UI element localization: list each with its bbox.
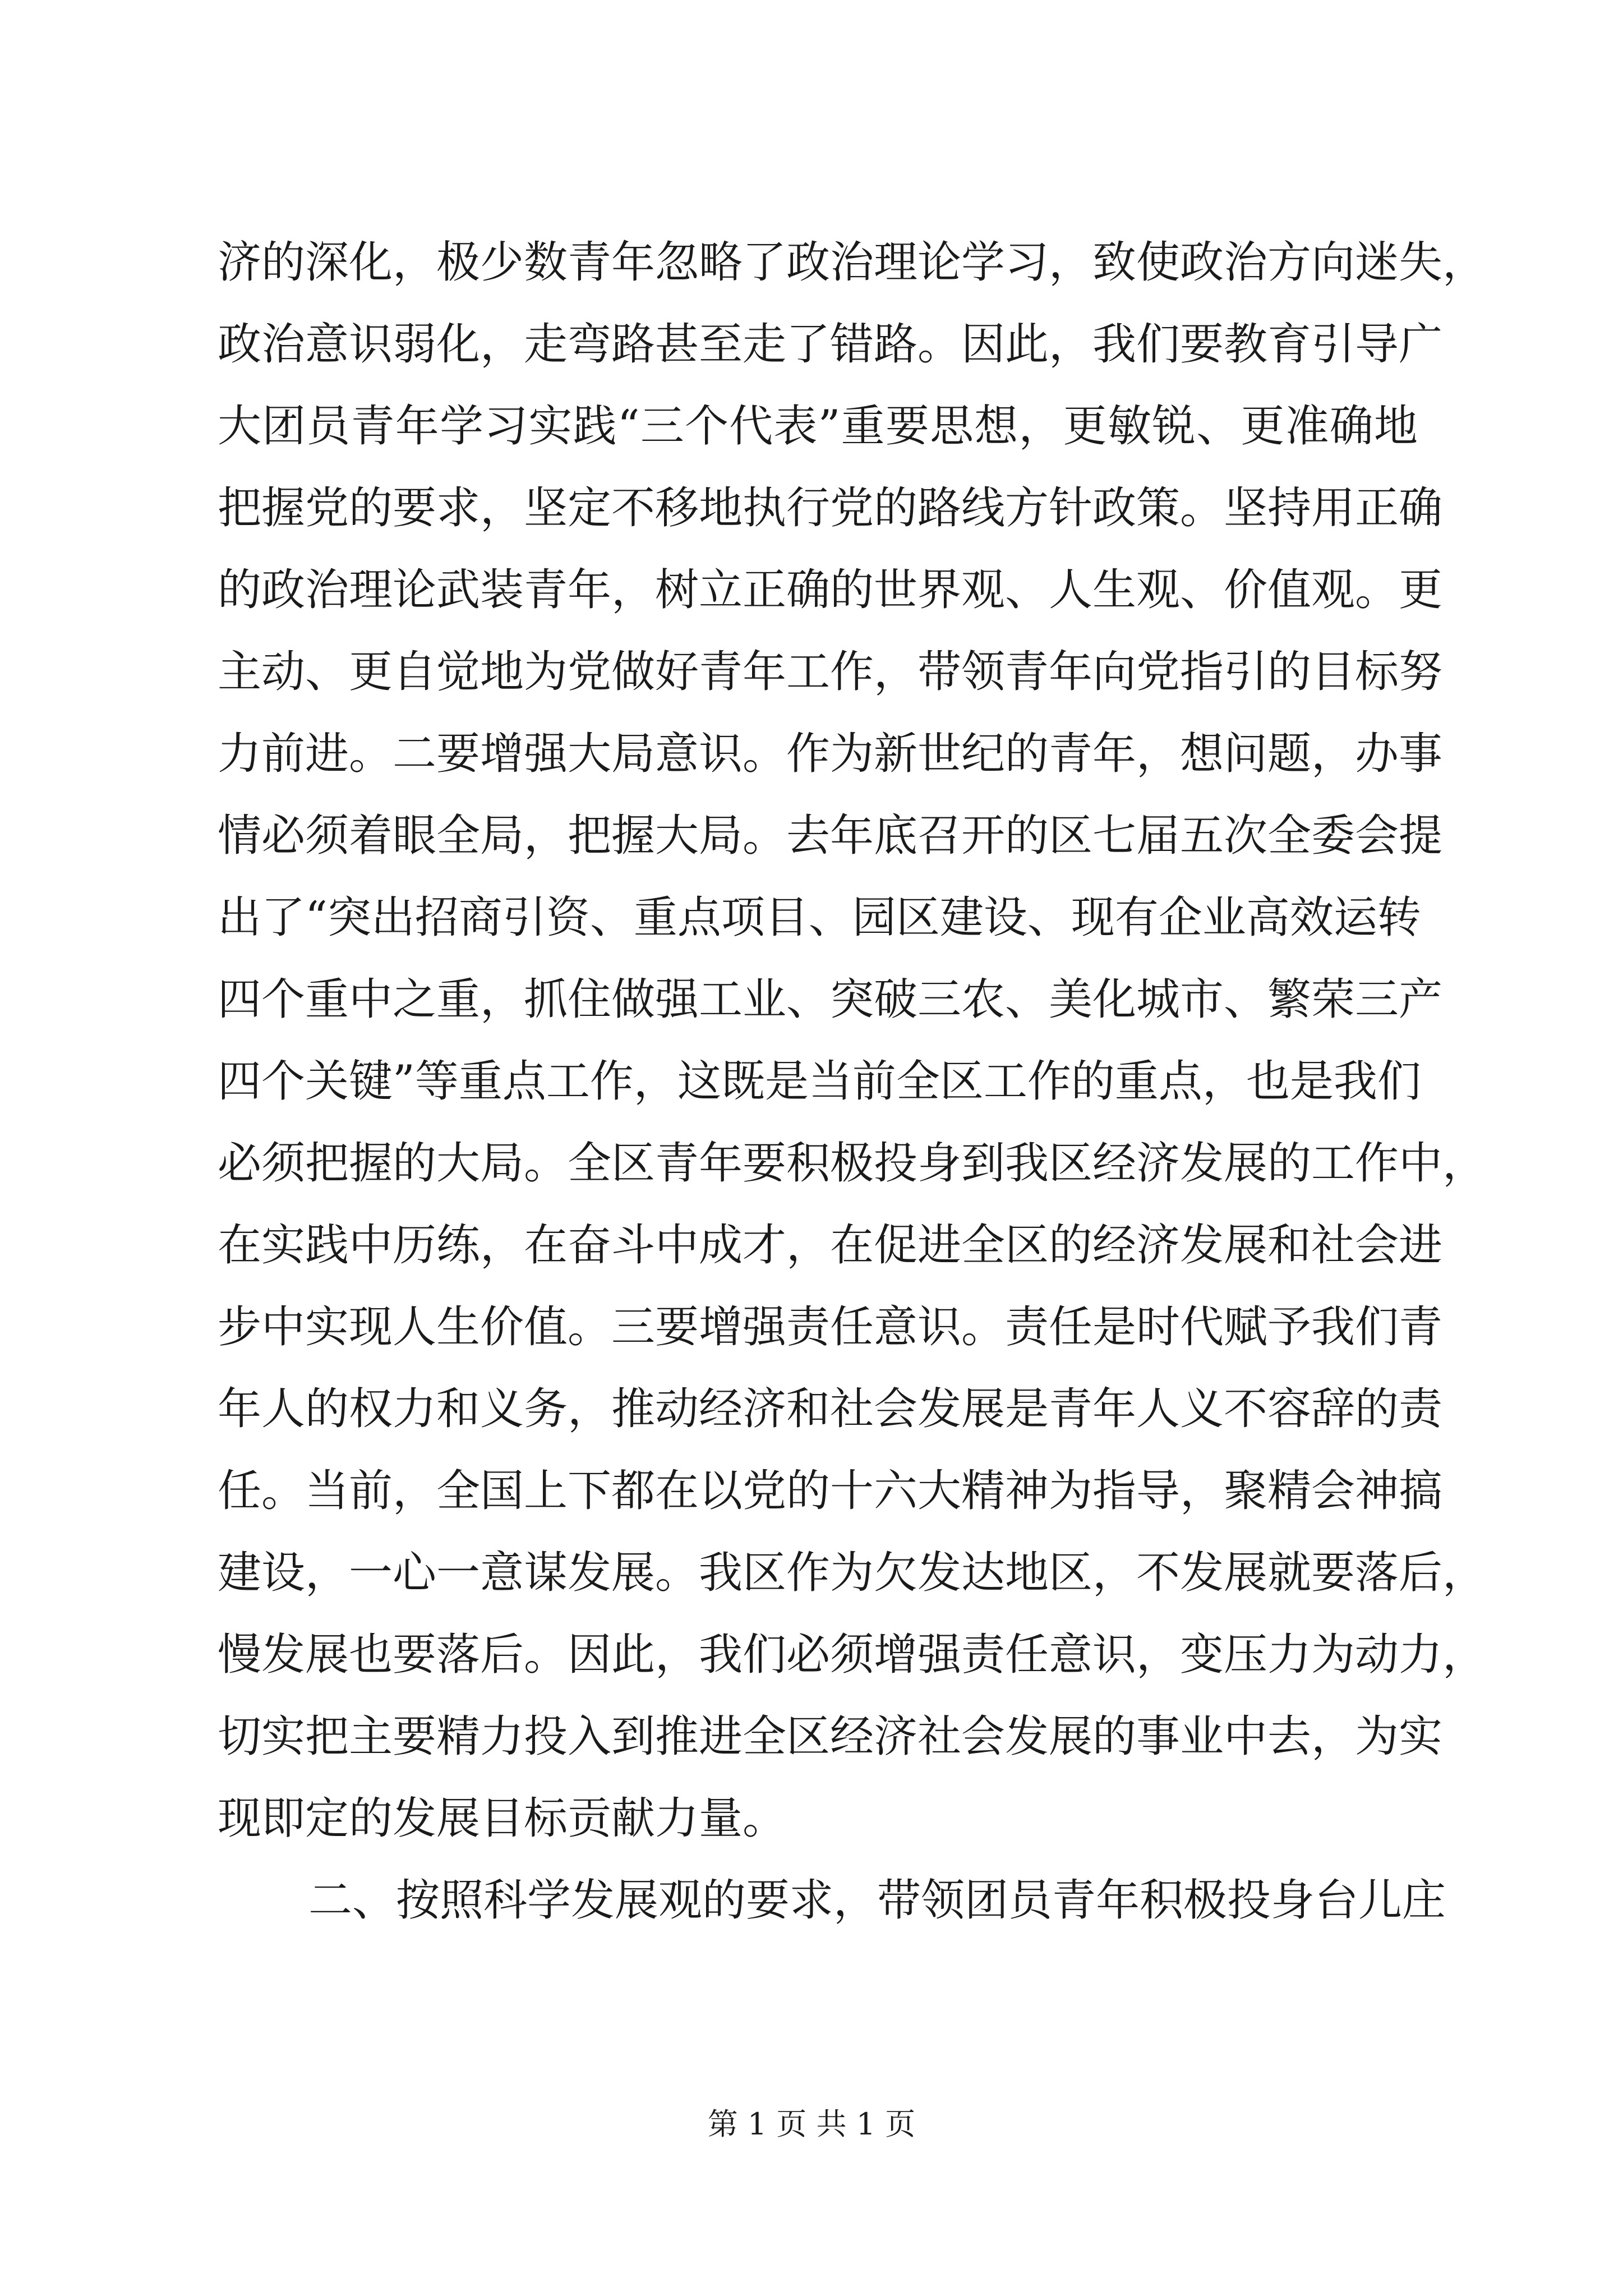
text-line: 慢发展也要落后。因此，我们必须增强责任意识，变压力为动力， (218, 1630, 1487, 1680)
text-line: 切实把主要精力投入到推进全区经济社会发展的事业中去，为实 (218, 1711, 1443, 1762)
page-footer: 第 1 页 共 1 页 (707, 2106, 916, 2142)
section-heading-line: 二、按照科学发展观的要求，带领团员青年积极投身台儿庄 (308, 1875, 1446, 1926)
text-line: 政治意识弱化，走弯路甚至走了错路。因此，我们要教育引导广 (218, 319, 1443, 370)
text-line: 四个关键”等重点工作，这既是当前全区工作的重点，也是我们 (218, 1056, 1421, 1107)
text-line: 力前进。二要增强大局意识。作为新世纪的青年，想问题，办事 (218, 729, 1443, 779)
text-line: 必须把握的大局。全区青年要积极投身到我区经济发展的工作中， (218, 1138, 1487, 1189)
text-line: 主动、更自觉地为党做好青年工作，带领青年向党指引的目标努 (218, 647, 1443, 697)
text-line: 在实践中历练，在奋斗中成才，在促进全区的经济发展和社会进 (218, 1220, 1443, 1271)
text-line: 济的深化，极少数青年忽略了政治理论学习，致使政治方向迷失， (218, 237, 1487, 288)
text-line: 的政治理论武装青年，树立正确的世界观、人生观、价值观。更 (218, 565, 1443, 615)
text-line: 把握党的要求，坚定不移地执行党的路线方针政策。坚持用正确 (218, 483, 1443, 533)
text-line: 步中实现人生价值。三要增强责任意识。责任是时代赋予我们青 (218, 1302, 1443, 1352)
text-line: 四个重中之重，抓住做强工业、突破三农、美化城市、繁荣三产 (218, 974, 1443, 1025)
body-text (218, 222, 1487, 1941)
text-line: 任。当前，全国上下都在以党的十六大精神为指导，聚精会神搞 (218, 1466, 1443, 1516)
text-line: 情必须着眼全局，把握大局。去年底召开的区七届五次全委会提 (218, 811, 1443, 861)
text-line: 现即定的发展目标贡献力量。 (218, 1793, 787, 1844)
text-line: 大团员青年学习实践“三个代表”重要思想，更敏锐、更准确地 (218, 401, 1418, 452)
text-line: 年人的权力和义务，推动经济和社会发展是青年人义不容辞的责 (218, 1384, 1443, 1434)
text-line: 建设，一心一意谋发展。我区作为欠发达地区，不发展就要落后， (218, 1548, 1487, 1598)
text-line: 出了“突出招商引资、重点项目、园区建设、现有企业高效运转 (218, 892, 1421, 943)
